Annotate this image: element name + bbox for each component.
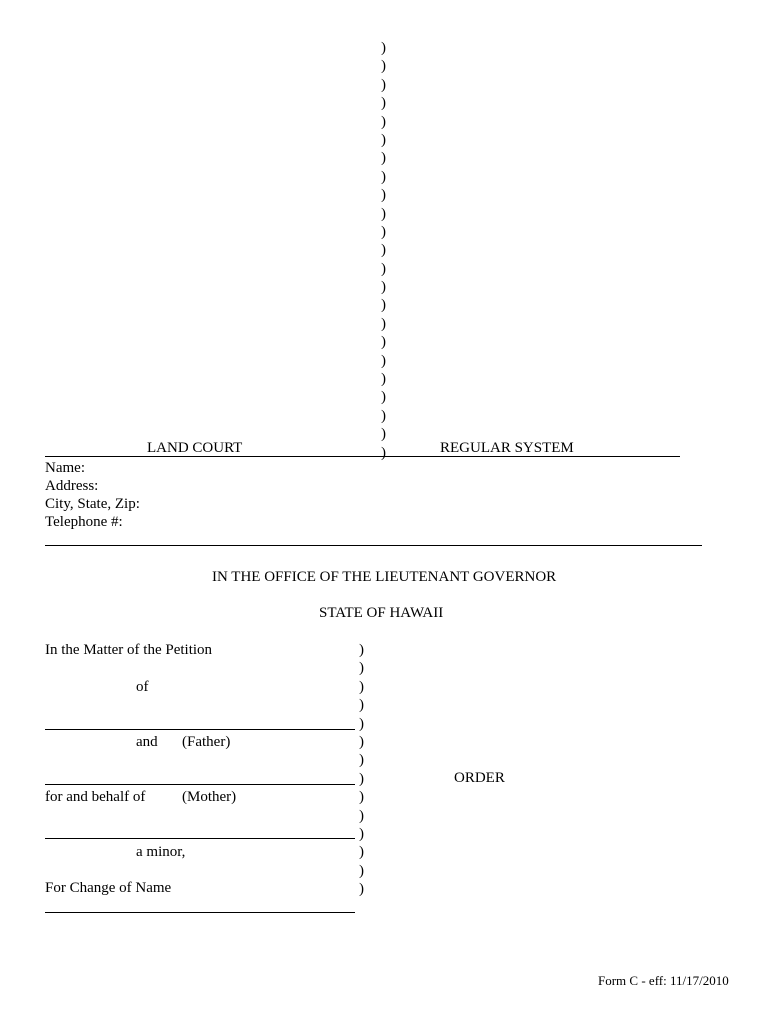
caption-paren: )	[359, 752, 364, 769]
caption-paren: )	[359, 770, 364, 787]
regular-system-label: REGULAR SYSTEM	[440, 440, 574, 456]
caption-paren: )	[359, 807, 364, 824]
caption-paren: )	[359, 789, 364, 806]
state-heading: STATE OF HAWAII	[319, 605, 444, 621]
of-label: of	[136, 679, 149, 695]
recording-divider	[45, 456, 680, 457]
recording-paren: )	[381, 315, 386, 332]
for-behalf-label: for and behalf of	[45, 789, 146, 805]
recording-paren: )	[381, 205, 386, 222]
caption-paren: )	[359, 697, 364, 714]
recording-paren: )	[381, 113, 386, 130]
recording-paren: )	[381, 444, 386, 461]
land-court-label: LAND COURT	[147, 440, 243, 456]
mother-line	[45, 838, 355, 839]
father-line	[45, 784, 355, 785]
address-label: Address:	[45, 478, 99, 494]
name-label: Name:	[45, 460, 85, 476]
recording-paren: )	[381, 371, 386, 388]
recording-paren: )	[381, 407, 386, 424]
caption-paren: )	[359, 862, 364, 879]
change-name-label: For Change of Name	[45, 880, 172, 896]
city-state-zip-label: City, State, Zip:	[45, 496, 140, 512]
caption-paren: )	[359, 844, 364, 861]
recording-paren: )	[381, 426, 386, 443]
caption-paren: )	[359, 642, 364, 658]
caption-paren: )	[359, 733, 364, 750]
recording-paren: )	[381, 150, 386, 167]
caption-parens	[359, 641, 364, 898]
caption-paren: )	[359, 678, 364, 695]
office-heading: IN THE OFFICE OF THE LIEUTENANT GOVERNOR	[212, 569, 557, 585]
caption-paren: )	[359, 660, 364, 677]
recording-paren: )	[381, 168, 386, 185]
recording-paren: )	[381, 279, 386, 296]
minor-label: a minor,	[136, 844, 186, 860]
caption-paren: )	[359, 715, 364, 732]
recording-paren: )	[381, 58, 386, 75]
recording-paren: )	[381, 334, 386, 351]
mother-label: (Mother)	[182, 789, 237, 805]
recording-paren: )	[381, 242, 386, 259]
caption-paren: )	[359, 881, 364, 898]
caption-paren: )	[359, 825, 364, 842]
recording-paren: )	[381, 187, 386, 204]
return-divider	[45, 545, 702, 546]
recording-paren: )	[381, 223, 386, 240]
petitioner-line	[45, 729, 355, 730]
matter-label: In the Matter of the Petition	[45, 642, 213, 658]
recording-paren: )	[381, 297, 386, 314]
form-footer: Form C - eff: 11/17/2010	[598, 973, 729, 988]
telephone-label: Telephone #:	[45, 514, 123, 530]
recording-paren: )	[381, 131, 386, 148]
minor-name-line	[45, 912, 355, 913]
recording-paren: )	[381, 260, 386, 277]
recording-paren: )	[381, 40, 386, 56]
recording-paren: )	[381, 352, 386, 369]
order-title: ORDER	[454, 770, 505, 786]
recording-paren: )	[381, 76, 386, 93]
recording-paren: )	[381, 95, 386, 112]
and-label: and	[136, 734, 158, 750]
recording-paren: )	[381, 389, 386, 406]
recording-parens	[381, 39, 386, 462]
father-label: (Father)	[182, 734, 231, 750]
